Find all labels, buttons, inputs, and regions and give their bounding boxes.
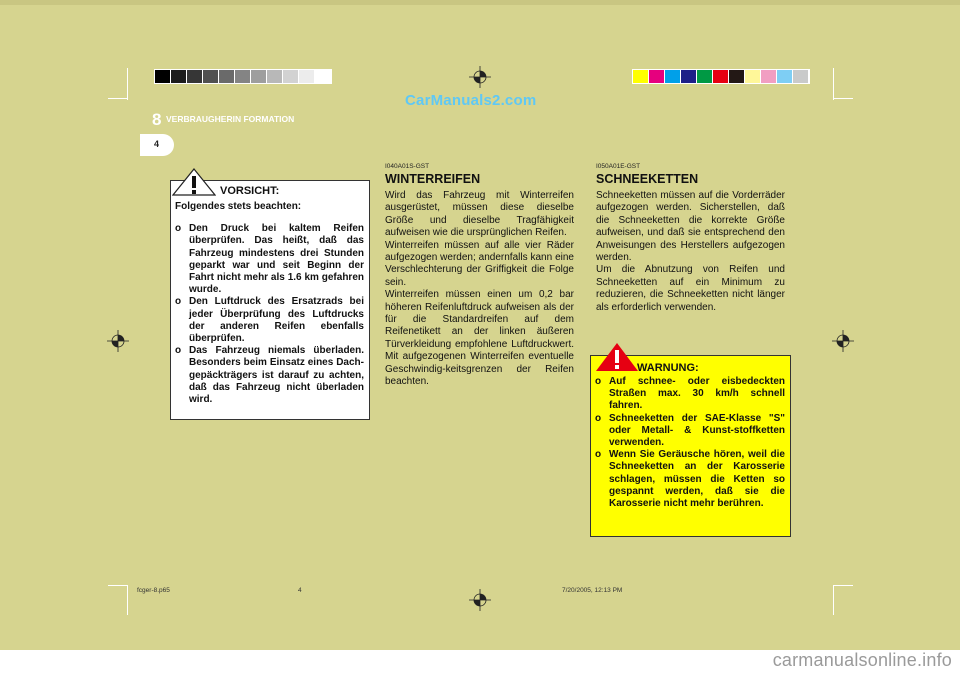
warning-content bbox=[595, 376, 785, 510]
color-swatch bbox=[665, 70, 681, 83]
list-bullet: o bbox=[175, 296, 182, 308]
color-swatch bbox=[649, 70, 665, 83]
section-code: I050A01E-GST bbox=[596, 163, 641, 170]
color-bar bbox=[632, 69, 810, 84]
color-swatch bbox=[267, 70, 283, 83]
color-swatch bbox=[633, 70, 649, 83]
crop-mark bbox=[833, 68, 834, 100]
warning-title: WARNUNG: bbox=[637, 362, 699, 374]
caution-content bbox=[175, 201, 364, 406]
list-bullet: o bbox=[175, 345, 182, 357]
section-code: I040A01S-GST bbox=[385, 163, 430, 170]
caution-title: VORSICHT: bbox=[220, 185, 280, 197]
list-item-text: Den Druck bei kaltem Reifen überprüfen. Das heißt, daß das Fahrzeug mindestens drei Stunden geparkt war und seit Beginn der Fahrt nicht mehr als 1.6 km gefahren wurde. bbox=[189, 223, 364, 296]
crop-mark bbox=[127, 585, 128, 615]
color-swatch bbox=[219, 70, 235, 83]
color-swatch bbox=[171, 70, 187, 83]
color-swatch bbox=[777, 70, 793, 83]
footer-file: fcger-8.p65 bbox=[137, 587, 170, 594]
watermark-top[interactable]: CarManuals2.com bbox=[405, 92, 537, 109]
footer-page: 4 bbox=[298, 587, 302, 594]
list-item bbox=[175, 223, 364, 296]
color-swatch bbox=[697, 70, 713, 83]
color-swatch bbox=[793, 70, 809, 83]
section-body bbox=[596, 190, 785, 314]
crop-mark bbox=[108, 585, 128, 586]
paragraph: Wird das Fahrzeug mit Winterreifen ausgerüstet, müssen diese dieselbe Größe und dieselbe Tragfähigkeit aufweisen wie die ursprünglichen Reifen. bbox=[385, 190, 574, 239]
top-strip bbox=[0, 0, 960, 5]
list-item bbox=[595, 449, 785, 510]
color-swatch bbox=[251, 70, 267, 83]
section-body bbox=[385, 190, 574, 389]
color-swatch bbox=[203, 70, 219, 83]
list-item bbox=[175, 296, 364, 345]
chapter-title: VERBRAUGHERIN FORMATION bbox=[166, 114, 295, 124]
list-item bbox=[595, 376, 785, 413]
paragraph: Schneeketten müssen auf die Vorderräder aufgezogen werden. Sicherstellen, daß die Schneeketten die korrekte Größe aufweisen, und daß sie entsprechend den Anweisungen des Herstellers aufgezogen werden. bbox=[596, 190, 785, 264]
grayscale-bar bbox=[154, 69, 332, 84]
color-swatch bbox=[681, 70, 697, 83]
color-swatch bbox=[283, 70, 299, 83]
list-bullet: o bbox=[595, 376, 602, 387]
section-heading: SCHNEEKETTEN bbox=[596, 172, 699, 186]
registration-mark-icon bbox=[469, 66, 491, 88]
color-swatch bbox=[235, 70, 251, 83]
paragraph: Winterreifen müssen einen um 0,2 bar höheren Reifenluftdruck aufweisen als der für die Standardreifen auf dem Reifenetikett an der linken äußeren Türverkleidung empfohlene Luftdruckwert. Mit aufgezogenen Winterreifen eventuelle Geschwindig-keitsgrenzen der Reifen beachten. bbox=[385, 289, 574, 388]
watermark-bottom[interactable]: carmanualsonline.info bbox=[772, 650, 952, 670]
list-item bbox=[595, 413, 785, 450]
registration-mark-icon bbox=[469, 589, 491, 611]
color-swatch bbox=[761, 70, 777, 83]
warning-triangle-icon bbox=[595, 342, 639, 372]
warning-triangle-icon bbox=[172, 168, 216, 196]
color-swatch bbox=[729, 70, 745, 83]
registration-mark-icon bbox=[832, 330, 854, 352]
list-item-text: Das Fahrzeug niemals überladen. Besonders beim Einsatz eines Dach-gepäckträgers ist darauf zu achten, daß das Fahrzeug nicht überladen wird. bbox=[189, 345, 364, 406]
registration-mark-icon bbox=[107, 330, 129, 352]
section-heading: WINTERREIFEN bbox=[385, 172, 481, 186]
color-swatch bbox=[155, 70, 171, 83]
list-item bbox=[175, 345, 364, 406]
color-swatch bbox=[745, 70, 761, 83]
paragraph: Winterreifen müssen auf alle vier Räder aufgezogen werden; andernfalls kann eine Verschlechterung der Griffigkeit die Folge sein. bbox=[385, 239, 574, 288]
list-item-text: Wenn Sie Geräusche hören, weil die Schneeketten an der Karosserie schlagen, müssen die Ketten so gespannt werden, daß sie die Karosserie nicht mehr berühren. bbox=[609, 449, 785, 510]
color-swatch bbox=[187, 70, 203, 83]
color-swatch bbox=[713, 70, 729, 83]
color-swatch bbox=[315, 70, 331, 83]
footer-datetime: 7/20/2005, 12:13 PM bbox=[562, 587, 623, 594]
list-item-text: Den Luftdruck des Ersatzrads bei jeder Überprüfung des Luftdrucks der anderen Reifen ebenfalls überprüfen. bbox=[189, 296, 364, 345]
crop-mark bbox=[833, 585, 834, 615]
page-number: 4 bbox=[154, 139, 160, 149]
crop-mark bbox=[127, 68, 128, 100]
color-swatch bbox=[299, 70, 315, 83]
caution-intro: Folgendes stets beachten: bbox=[175, 201, 302, 212]
chapter-number: 8 bbox=[152, 110, 162, 129]
list-bullet: o bbox=[175, 223, 182, 235]
list-bullet: o bbox=[595, 412, 602, 424]
crop-mark bbox=[833, 585, 853, 586]
crop-mark bbox=[108, 98, 128, 99]
list-item-text: Schneeketten der SAE-Klasse "S" oder Metall- & Kunst-stoffketten verwenden. bbox=[609, 412, 785, 449]
paragraph: Um die Abnutzung von Reifen und Schneeketten auf ein Minimum zu reduzieren, die Schneeketten nicht länger als erforderlich verwenden. bbox=[596, 264, 785, 313]
list-bullet: o bbox=[595, 449, 602, 461]
list-item-text: Auf schnee- oder eisbedeckten Straßen max. 30 km/h schnell fahren. bbox=[609, 376, 785, 412]
crop-mark bbox=[833, 98, 853, 99]
